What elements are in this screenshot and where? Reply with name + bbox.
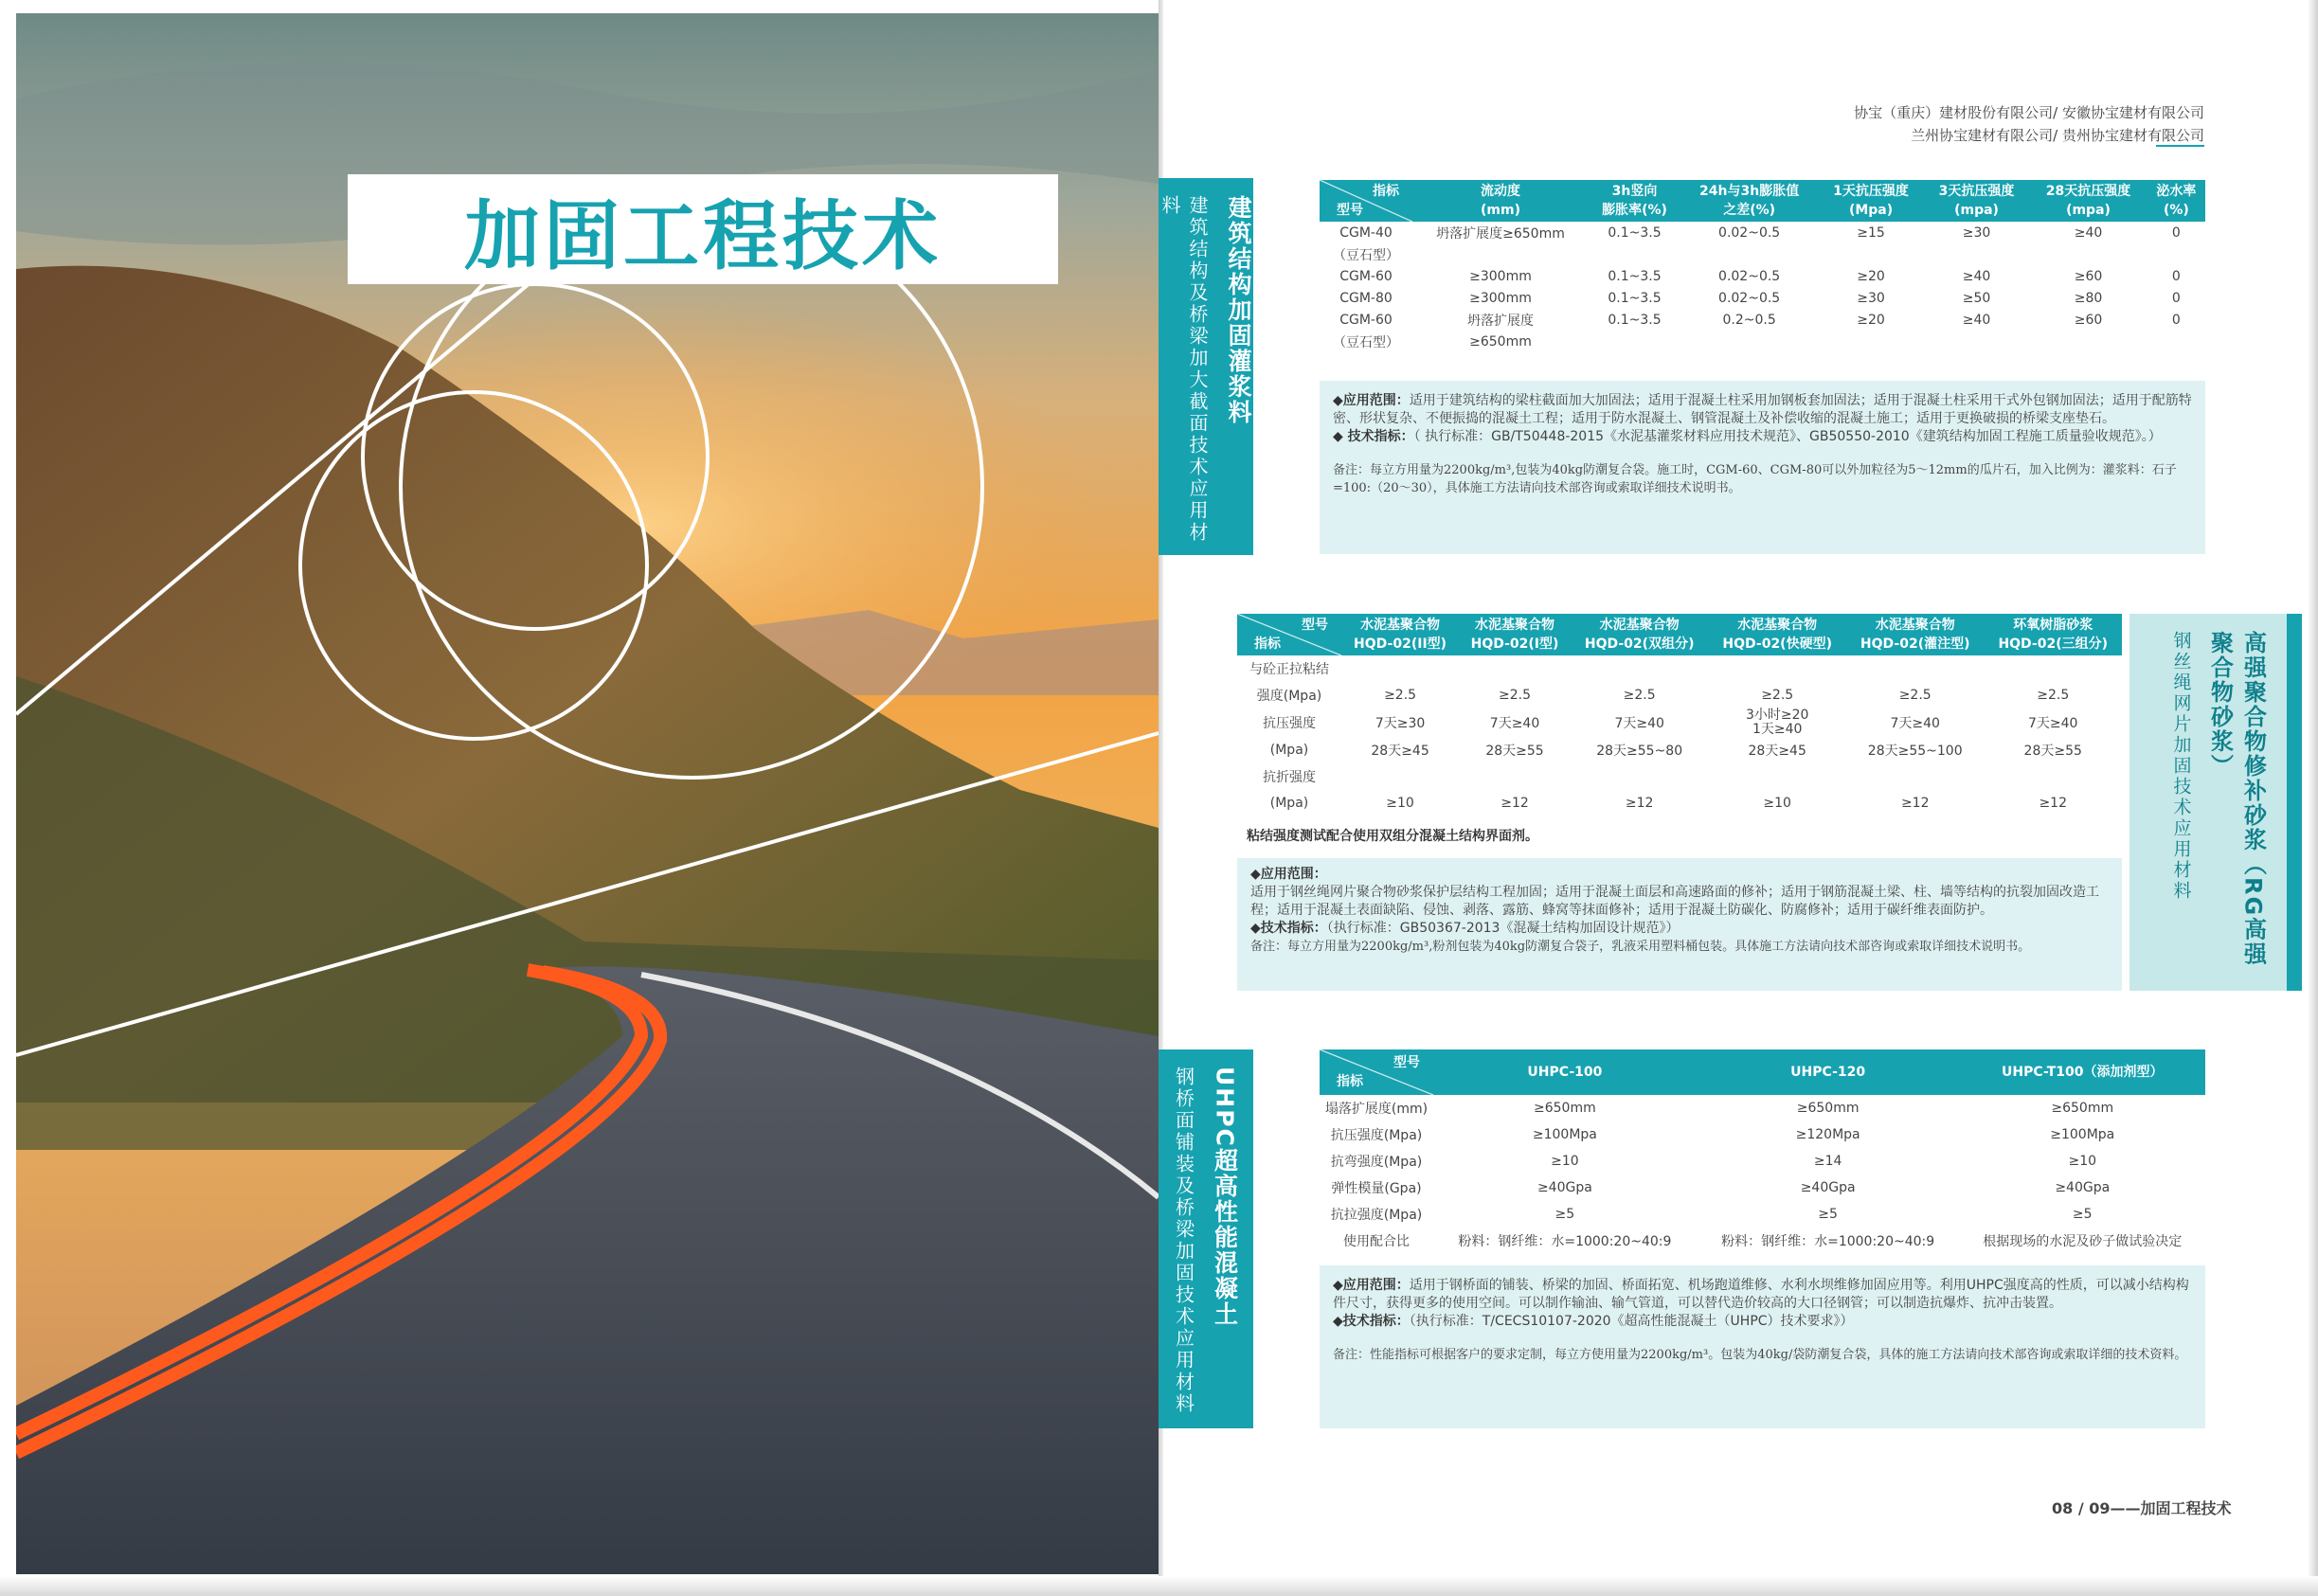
section3-subtitle: 钢桥面铺装及桥梁加固技术应用材料 <box>1172 1067 1195 1415</box>
table-row: （豆石型） ≥650mm <box>1333 333 1532 350</box>
table-row: 抗压强度 7天≥30 7天≥40 7天≥40 3小时≥20 1天≥40 7天≥40 7天≥40 <box>1263 708 2078 737</box>
column-header: 水泥基聚合物 HQD-02(双组分) <box>1571 614 1709 655</box>
section1-remark: 备注：每立方用量为2200kg/m³,包装为40kg防潮复合袋。施工时，CGM-60、CGM-80可以外加粒径为5～12mm的瓜片石，加入比例为：灌浆料：石子=100:（20～30），具体施工方法请向技术部咨询或索取详细技术说明书。 <box>1333 463 2177 495</box>
column-header: 环氧树脂砂浆 HQD-02(三组分) <box>1984 614 2122 655</box>
table-row: (Mpa) ≥10 ≥12 ≥12 ≥10 ≥12 ≥12 <box>1269 796 2067 811</box>
table-row: （豆石型） <box>1333 247 1399 263</box>
section1-notes: ◆应用范围：适用于建筑结构的梁柱截面加大加固法；适用于混凝土柱采用加钢板套加固法；适用于混凝土柱采用干式外包钢加固法；适用于配筋特密、形状复杂、不便振捣的混凝土工程；适用于防水混凝土、钢管混凝土及补偿收缩的混凝土施工；适用于更换破损的桥梁支座垫石。 ◆ 技术指标：（ 执行标准：GB/T50448-2015《水泥基灌浆材料应用技术规范》、GB50550-2010《建筑结构加固工程施工质量验收规范》。） 备注：每立方用量为2200kg/m³,包装为40kg防潮复合袋。施工时，CGM-60、CGM-80可以外加粒径为5～12mm的瓜片石，加入比例为：灌浆料：石子=100:（20～30），具体施工方法请向技术部咨询或索取详细技术说明书。 <box>1320 381 2205 554</box>
column-header: 泌水率 (%) <box>2147 180 2205 222</box>
table-corner: 指标 型号 <box>1320 180 1412 222</box>
section2-title: 高强聚合物修补砂浆（RG高强聚合物砂浆） <box>2206 631 2267 967</box>
table-row: 塌落扩展度(mm) ≥650mm ≥650mm ≥650mm <box>1324 1101 2114 1117</box>
section3-sidebar <box>1159 1049 1253 1428</box>
table-row: CGM-60 坍落扩展度 0.1~3.5 0.2~0.5 ≥20 ≥40 ≥60 0 <box>1339 312 2181 329</box>
column-header: 水泥基聚合物 HQD-02(灌注型) <box>1846 614 1985 655</box>
column-header: UHPC-100 <box>1433 1049 1697 1095</box>
section2-sidebar <box>2129 614 2302 991</box>
cover-title-box <box>348 174 1058 284</box>
table-row: 弹性模量(Gpa) ≥40Gpa ≥40Gpa ≥40Gpa <box>1331 1180 2111 1196</box>
page-edge-bottom <box>0 1576 2318 1596</box>
column-header: 水泥基聚合物 HQD-02(快硬型) <box>1708 614 1846 655</box>
table-corner: 型号 指标 <box>1320 1049 1433 1095</box>
column-header: 3h竖向 膨胀率(%) <box>1589 180 1680 222</box>
column-header: 24h与3h膨胀值 之差(%) <box>1680 180 1818 222</box>
column-header: 流动度 (mm) <box>1412 180 1589 222</box>
table-row: 抗压强度(Mpa) ≥100Mpa ≥120Mpa ≥100Mpa <box>1330 1127 2115 1143</box>
column-header: UHPC-120 <box>1697 1049 1960 1095</box>
table-row: CGM-80 ≥300mm 0.1~3.5 0.02~0.5 ≥30 ≥50 ≥80 0 <box>1339 290 2181 306</box>
column-header: 1天抗压强度 (Mpa) <box>1818 180 1923 222</box>
table-row: CGM-60 ≥300mm 0.1~3.5 0.02~0.5 ≥20 ≥40 ≥60 0 <box>1339 268 2181 284</box>
section3-table <box>1320 1049 2205 1254</box>
section2-table <box>1237 614 2122 816</box>
table-row: 与砼正拉粘结 <box>1249 662 1329 677</box>
column-header: 水泥基聚合物 HQD-02(II型) <box>1341 614 1459 655</box>
section1-subtitle: 建筑结构及桥梁加大截面技术应用材料 <box>1159 195 1209 544</box>
table-row: (Mpa) 28天≥45 28天≥55 28天≥55~80 28天≥45 28天≥55~100 28天≥55 <box>1269 743 2082 759</box>
section3-remark: 备注：性能指标可根据客户的要求定制，每立方使用量为2200kg/m³。包装为40kg/袋防潮复合袋，具体的施工方法请向技术部咨询或索取详细的技术资料。 <box>1333 1348 2187 1362</box>
company-line-2: 兰州协宝建材有限公司/ 贵州协宝建材有限公司 <box>1911 127 2204 144</box>
section1-table <box>1320 180 2205 352</box>
cover-title: 加固工程技术 <box>464 191 942 280</box>
table-row: 抗拉强度(Mpa) ≥5 ≥5 ≥5 <box>1330 1207 2093 1223</box>
section2-bond-note: 粘结强度测试配合使用双组分混凝土结构界面剂。 <box>1247 829 1538 844</box>
table-corner: 型号 指标 <box>1237 614 1341 655</box>
company-underline <box>2156 145 2204 147</box>
page-edge-right <box>2308 0 2318 1596</box>
column-header: 水泥基聚合物 HQD-02(I型) <box>1459 614 1571 655</box>
column-header: 28天抗压强度 (mpa) <box>2029 180 2147 222</box>
column-header: 3天抗压强度 (mpa) <box>1924 180 2029 222</box>
section3-notes: ◆应用范围：适用于钢桥面的铺装、桥梁的加固、桥面拓宽、机场跑道维修、水利水坝维修加固应用等。利用UHPC强度高的性质，可以减小结构构件尺寸，获得更多的使用空间。可以制作输油、输气管道，可以替代造价较高的大口径钢管；可以制造抗爆炸、抗冲击装置。 ◆技术指标：（执行标准：T/CECS10107-2020《超高性能混凝土（UHPC）技术要求》） 备注：性能指标可根据客户的要求定制，每立方使用量为2200kg/m³。包装为40kg/袋防潮复合袋，具体的施工方法请向技术部咨询或索取详细的技术资料。 <box>1320 1265 2205 1428</box>
section1-sidebar <box>1159 178 1253 555</box>
table-row: 强度(Mpa) ≥2.5 ≥2.5 ≥2.5 ≥2.5 ≥2.5 ≥2.5 <box>1256 688 2070 704</box>
section2-remark: 备注：每立方用量为2200kg/m³,粉剂包装为40kg防潮复合袋子，乳液采用塑料桶包装。具体施工方法请向技术部咨询或索取详细技术说明书。 <box>1250 940 2031 954</box>
cover-photo <box>16 13 1159 1574</box>
section1-title: 建筑结构加固灌浆料 <box>1225 195 1252 425</box>
section2-subtitle: 钢丝绳网片加固技术应用材料 <box>2170 631 2192 902</box>
table-row: 抗弯强度(Mpa) ≥10 ≥14 ≥10 <box>1330 1154 2097 1170</box>
section2-notes: ◆应用范围： 适用于钢丝绳网片聚合物砂浆保护层结构工程加固；适用于混凝土面层和高速路面的修补；适用于钢筋混凝土梁、柱、墙等结构的抗裂加固改造工程；适用于混凝土表面缺陷、侵蚀、剥落、露筋、蜂窝等抹面修补；适用于混凝土防碳化、防腐修补；适用于碳纤维表面防护。 ◆技术指标：（执行标准：GB50367-2013《混凝土结构加固设计规范》） 备注：每立方用量为2200kg/m³,粉剂包装为40kg防潮复合袋子，乳液采用塑料桶包装。具体施工方法请向技术部咨询或索取详细技术说明书。 <box>1237 858 2122 991</box>
table-row: 使用配合比 粉料：钢纤维：水=1000:20~40:9 粉料：钢纤维：水=1000:20~40:9 根据现场的水泥及砂子做试验决定 <box>1343 1234 2183 1249</box>
section3-title: UHPC超高性能混凝土 <box>1211 1067 1239 1327</box>
table-row: CGM-40 坍落扩展度≥650mm 0.1~3.5 0.02~0.5 ≥15 ≥30 ≥40 0 <box>1339 224 2181 242</box>
page-number: 08 / 09——加固工程技术 <box>2052 1499 2232 1517</box>
company-line-1: 协宝（重庆）建材股份有限公司/ 安徽协宝建材有限公司 <box>1854 104 2204 121</box>
column-header: UHPC-T100（添加剂型） <box>1960 1049 2206 1095</box>
section2-sidebar-accent <box>2287 614 2302 991</box>
table-row: 抗折强度 <box>1263 770 1316 785</box>
